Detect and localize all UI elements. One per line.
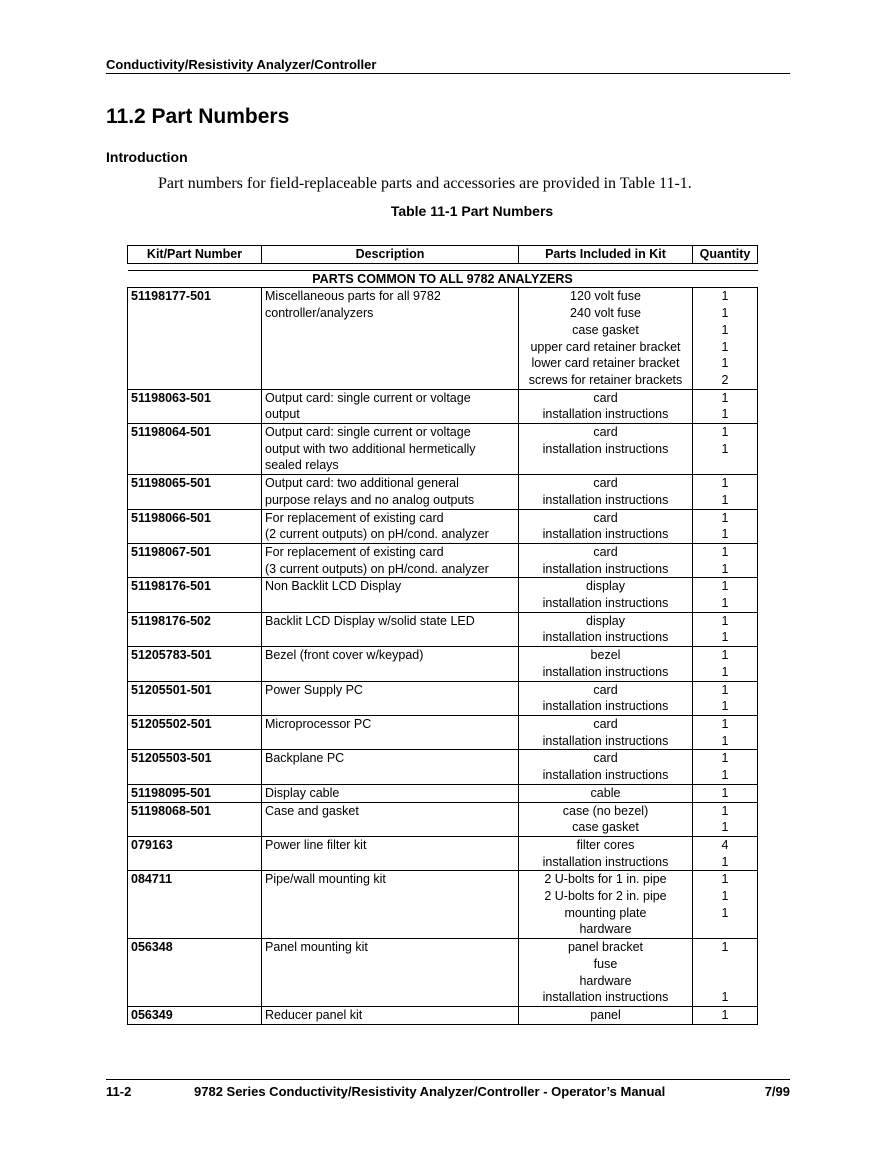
quantity-cell-line: 1 — [721, 510, 729, 525]
part-number-cell: 51198176-502 — [128, 612, 262, 646]
quantity-cell-line — [696, 973, 754, 990]
quantity-cell-line: 1 — [721, 306, 729, 321]
quantity-cell-line: 1 — [721, 630, 729, 645]
parts-included-cell — [519, 424, 693, 475]
parts-included-cell-line: installation instructions — [542, 492, 669, 507]
parts-included-cell-line: card — [593, 425, 618, 440]
part-number-cell: 51198095-501 — [128, 784, 262, 802]
description-cell-line: Non Backlit LCD Display — [265, 579, 402, 594]
parts-included-cell-line: display — [586, 579, 625, 594]
table-header-row — [128, 246, 758, 264]
quantity-cell-line: 1 — [721, 339, 729, 354]
parts-included-cell-line: installation instructions — [542, 441, 669, 456]
parts-included-cell — [519, 543, 693, 577]
description-cell-line: Power Supply PC — [265, 682, 363, 697]
quantity-cell-line: 1 — [721, 905, 729, 920]
parts-included-cell-line: display — [586, 613, 625, 628]
part-number-cell: 51205502-501 — [128, 715, 262, 749]
description-cell — [262, 939, 519, 1007]
quantity-cell-line: 1 — [721, 872, 729, 887]
description-cell — [262, 784, 519, 802]
parts-included-cell-line: installation instructions — [542, 699, 669, 714]
part-number-cell: 51205503-501 — [128, 750, 262, 784]
table-row — [128, 802, 758, 836]
quantity-cell-line: 1 — [721, 940, 729, 955]
parts-included-cell — [519, 475, 693, 509]
description-cell — [262, 288, 519, 389]
quantity-cell-line: 1 — [721, 476, 729, 491]
parts-included-cell-line: hardware — [579, 922, 632, 937]
parts-included-cell-line: card — [593, 510, 618, 525]
parts-included-cell — [519, 750, 693, 784]
quantity-cell — [693, 750, 758, 784]
parts-included-cell — [519, 1006, 693, 1024]
quantity-cell-line: 4 — [721, 837, 729, 852]
column-header-quantity: Quantity — [693, 246, 758, 264]
quantity-cell — [693, 784, 758, 802]
quantity-cell-line: 1 — [721, 441, 729, 456]
quantity-cell-line: 1 — [721, 390, 729, 405]
parts-included-cell-line: card — [593, 544, 618, 559]
part-number-cell: 079163 — [128, 836, 262, 870]
description-cell-line: Output card: single current or voltage — [265, 390, 471, 405]
parts-included-cell — [519, 871, 693, 939]
quantity-cell — [693, 871, 758, 939]
part-number-cell: 51198176-501 — [128, 578, 262, 612]
quantity-cell — [693, 543, 758, 577]
table-row — [128, 647, 758, 681]
quantity-cell-line: 1 — [721, 648, 729, 663]
intro-paragraph: Part numbers for field-replaceable parts and accessories are provided in Table 11-1. — [158, 175, 692, 192]
parts-included-cell — [519, 389, 693, 423]
table-row — [128, 750, 758, 784]
parts-included-cell-line: card — [593, 682, 618, 697]
description-cell — [262, 475, 519, 509]
table-row — [128, 1006, 758, 1024]
part-number-cell: 51198068-501 — [128, 802, 262, 836]
quantity-cell-line: 1 — [721, 682, 729, 697]
part-number-cell: 056348 — [128, 939, 262, 1007]
parts-included-cell-line: filter cores — [576, 837, 635, 852]
quantity-cell-line: 1 — [721, 785, 729, 800]
description-cell — [262, 871, 519, 939]
quantity-cell-line: 1 — [721, 544, 729, 559]
quantity-cell-line: 1 — [721, 289, 729, 304]
parts-included-cell — [519, 939, 693, 1007]
page-footer — [106, 1079, 790, 1099]
description-cell-line: Output card: single current or voltage — [265, 425, 471, 440]
description-cell-line: (2 current outputs) on pH/cond. analyzer — [265, 527, 489, 542]
quantity-cell-line: 1 — [721, 768, 729, 783]
parts-included-cell-line: case (no bezel) — [562, 803, 649, 818]
parts-included-cell-line: panel bracket — [567, 940, 644, 955]
parts-included-cell — [519, 578, 693, 612]
description-cell-line: Panel mounting kit — [265, 940, 368, 955]
table-row — [128, 424, 758, 475]
quantity-cell — [693, 288, 758, 389]
part-number-cell: 51198067-501 — [128, 543, 262, 577]
description-cell-line: Pipe/wall mounting kit — [265, 872, 386, 887]
table-row — [128, 543, 758, 577]
description-cell — [262, 389, 519, 423]
part-number-cell: 51205501-501 — [128, 681, 262, 715]
description-cell — [262, 543, 519, 577]
parts-included-cell-line: installation instructions — [542, 733, 669, 748]
description-cell-line: Backplane PC — [265, 751, 345, 766]
footer-manual-title: 9782 Series Conductivity/Resistivity Analyzer/Controller - Operator’s Manual — [194, 1084, 666, 1099]
parts-included-cell-line: case gasket — [572, 322, 639, 337]
description-cell-line: Microprocessor PC — [265, 716, 372, 731]
parts-included-cell-line: installation instructions — [542, 630, 669, 645]
parts-included-cell-line: installation instructions — [542, 768, 669, 783]
quantity-cell-line: 1 — [721, 889, 729, 904]
description-cell-line: Bezel (front cover w/keypad) — [265, 648, 424, 663]
parts-included-cell — [519, 681, 693, 715]
quantity-cell-line: 1 — [721, 527, 729, 542]
quantity-cell-line: 1 — [721, 613, 729, 628]
parts-included-cell-line: installation instructions — [542, 596, 669, 611]
part-number-cell: 51198177-501 — [128, 288, 262, 389]
parts-included-cell-line: upper card retainer bracket — [530, 339, 681, 354]
description-cell-line: sealed relays — [265, 458, 339, 473]
description-cell-line: Backlit LCD Display w/solid state LED — [265, 613, 475, 628]
column-header-part-number: Kit/Part Number — [128, 246, 262, 264]
quantity-cell-line: 1 — [721, 820, 729, 835]
quantity-cell-line: 1 — [721, 990, 729, 1005]
quantity-cell — [693, 836, 758, 870]
group-label: PARTS COMMON TO ALL 9782 ANALYZERS — [128, 270, 758, 288]
description-cell-line: Display cable — [265, 785, 340, 800]
description-cell — [262, 424, 519, 475]
quantity-cell — [693, 715, 758, 749]
table-row — [128, 939, 758, 1007]
footer-page-number: 11-2 — [106, 1084, 132, 1099]
parts-included-cell-line: 240 volt fuse — [570, 306, 641, 321]
table-row — [128, 389, 758, 423]
quantity-cell — [693, 1006, 758, 1024]
column-header-description: Description — [262, 246, 519, 264]
parts-included-cell — [519, 802, 693, 836]
quantity-cell-line — [696, 956, 754, 973]
parts-included-cell-line: installation instructions — [542, 664, 669, 679]
parts-included-cell-line: cable — [590, 785, 621, 800]
part-number-cell: 51198063-501 — [128, 389, 262, 423]
quantity-cell-line: 1 — [721, 716, 729, 731]
parts-included-cell-line: installation instructions — [542, 990, 669, 1005]
description-cell — [262, 647, 519, 681]
part-number-cell: 51205783-501 — [128, 647, 262, 681]
part-number-cell: 51198065-501 — [128, 475, 262, 509]
parts-included-cell — [519, 784, 693, 802]
table-row — [128, 578, 758, 612]
quantity-cell-line: 1 — [721, 803, 729, 818]
description-cell-line: Power line filter kit — [265, 837, 367, 852]
quantity-cell-line — [696, 921, 754, 938]
parts-included-cell-line: mounting plate — [564, 905, 647, 920]
parts-included-cell — [519, 612, 693, 646]
quantity-cell — [693, 389, 758, 423]
quantity-cell — [693, 681, 758, 715]
quantity-cell-line: 1 — [721, 751, 729, 766]
part-numbers-table — [127, 245, 758, 1025]
parts-included-cell-line: card — [593, 390, 618, 405]
quantity-cell — [693, 424, 758, 475]
running-header: Conductivity/Resistivity Analyzer/Controller — [106, 57, 790, 74]
parts-included-cell — [519, 647, 693, 681]
description-cell-line: For replacement of existing card — [265, 510, 444, 525]
parts-included-cell-line: panel — [590, 1007, 621, 1022]
quantity-cell-line: 1 — [721, 356, 729, 371]
quantity-cell-line: 1 — [721, 561, 729, 576]
quantity-cell-line: 1 — [721, 407, 729, 422]
parts-included-cell-line: case gasket — [572, 820, 639, 835]
quantity-cell — [693, 578, 758, 612]
parts-included-cell-line: bezel — [590, 648, 621, 663]
description-cell — [262, 578, 519, 612]
quantity-cell-line: 1 — [721, 596, 729, 611]
parts-included-cell — [519, 836, 693, 870]
table-row — [128, 612, 758, 646]
quantity-cell-line: 1 — [721, 1007, 729, 1022]
parts-included-cell-line: lower card retainer bracket — [531, 356, 680, 371]
section-title: 11.2 Part Numbers — [106, 105, 290, 128]
parts-included-cell — [519, 715, 693, 749]
description-cell-line: Case and gasket — [265, 803, 359, 818]
table-row — [128, 475, 758, 509]
parts-included-cell-line: hardware — [579, 973, 632, 988]
quantity-cell-line: 1 — [721, 579, 729, 594]
quantity-cell-line: 1 — [721, 492, 729, 507]
table-row — [128, 288, 758, 389]
parts-included-cell-line: card — [593, 476, 618, 491]
column-header-parts-included: Parts Included in Kit — [519, 246, 693, 264]
description-cell — [262, 750, 519, 784]
quantity-cell-line: 1 — [721, 664, 729, 679]
quantity-cell — [693, 647, 758, 681]
group-row — [128, 270, 758, 288]
description-cell-line: For replacement of existing card — [265, 544, 444, 559]
parts-included-cell-line: installation instructions — [542, 561, 669, 576]
part-number-cell: 51198064-501 — [128, 424, 262, 475]
intro-heading: Introduction — [106, 149, 188, 165]
parts-included-cell-line: fuse — [593, 956, 618, 971]
quantity-cell — [693, 802, 758, 836]
part-number-cell: 056349 — [128, 1006, 262, 1024]
description-cell-line: Output card: two additional general — [265, 476, 459, 491]
description-cell — [262, 681, 519, 715]
parts-included-cell-line: card — [593, 751, 618, 766]
description-cell-line: Reducer panel kit — [265, 1007, 363, 1022]
table-row — [128, 509, 758, 543]
description-cell-line: (3 current outputs) on pH/cond. analyzer — [265, 561, 489, 576]
table-row — [128, 715, 758, 749]
description-cell-line: controller/analyzers — [265, 306, 374, 321]
description-cell-line: output — [265, 407, 300, 422]
description-cell-line: output with two additional hermetically — [265, 441, 476, 456]
parts-included-cell-line: installation instructions — [542, 407, 669, 422]
parts-included-cell-line: screws for retainer brackets — [528, 372, 683, 387]
table-row — [128, 871, 758, 939]
quantity-cell-line: 1 — [721, 699, 729, 714]
description-cell — [262, 509, 519, 543]
table-row — [128, 836, 758, 870]
description-cell — [262, 836, 519, 870]
quantity-cell — [693, 509, 758, 543]
parts-included-cell — [519, 288, 693, 389]
footer-date: 7/99 — [764, 1084, 790, 1099]
quantity-cell-line: 1 — [721, 425, 729, 440]
description-cell — [262, 802, 519, 836]
part-number-cell: 51198066-501 — [128, 509, 262, 543]
description-cell — [262, 612, 519, 646]
description-cell-line: purpose relays and no analog outputs — [265, 492, 475, 507]
table-row — [128, 784, 758, 802]
description-cell-line: Miscellaneous parts for all 9782 — [265, 289, 441, 304]
part-number-cell: 084711 — [128, 871, 262, 939]
quantity-cell — [693, 612, 758, 646]
parts-included-cell-line: 2 U-bolts for 2 in. pipe — [544, 889, 667, 904]
quantity-cell-line: 2 — [721, 372, 729, 387]
parts-included-cell — [519, 509, 693, 543]
parts-included-cell-line: installation instructions — [542, 854, 669, 869]
quantity-cell-line: 1 — [721, 322, 729, 337]
description-cell — [262, 715, 519, 749]
quantity-cell-line: 1 — [721, 854, 729, 869]
description-cell — [262, 1006, 519, 1024]
parts-included-cell-line: 2 U-bolts for 1 in. pipe — [544, 872, 667, 887]
parts-included-cell-line: 120 volt fuse — [570, 289, 641, 304]
parts-included-cell-line: installation instructions — [542, 527, 669, 542]
quantity-cell-line: 1 — [721, 733, 729, 748]
table-row — [128, 681, 758, 715]
table-title: Table 11-1 Part Numbers — [390, 203, 554, 219]
parts-included-cell-line: card — [593, 716, 618, 731]
quantity-cell — [693, 475, 758, 509]
quantity-cell — [693, 939, 758, 1007]
